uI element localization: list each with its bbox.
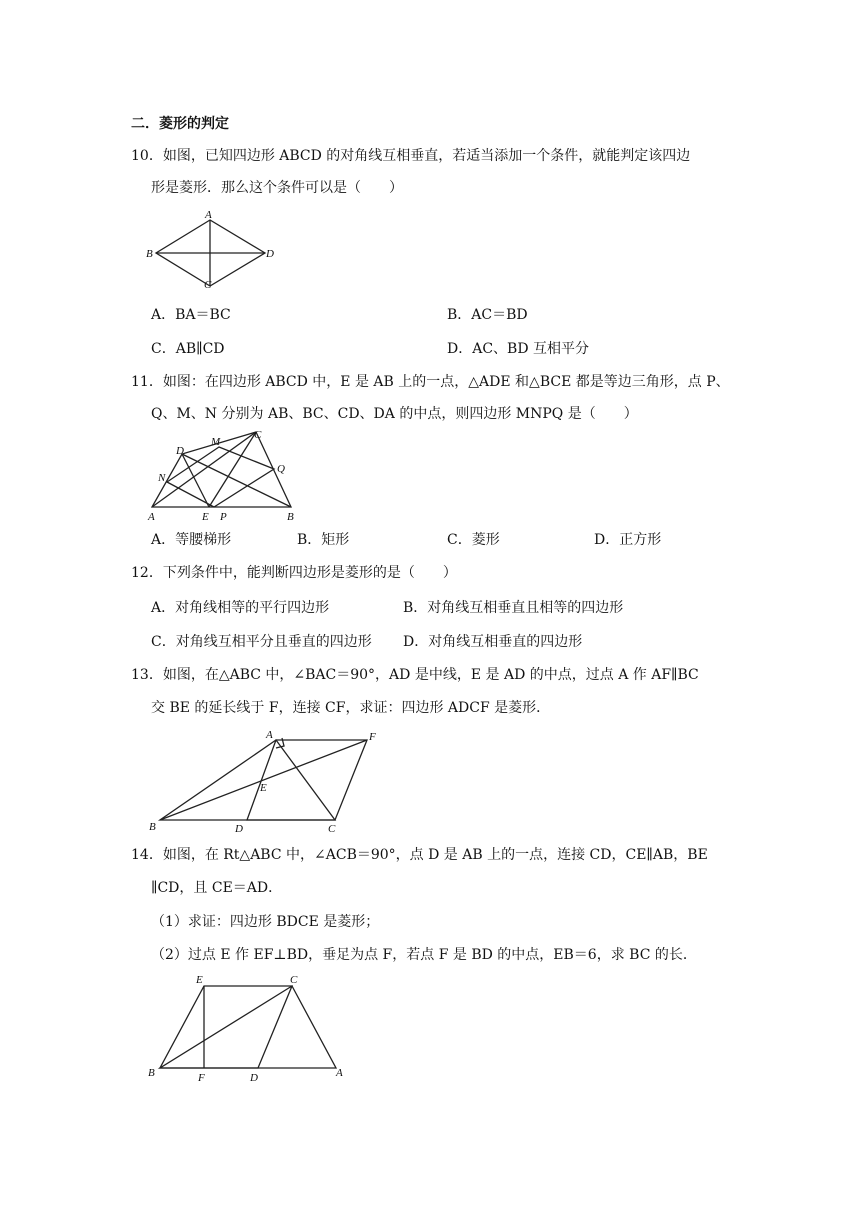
- q11-label-b: B: [287, 511, 294, 523]
- q10-label-c: C: [204, 279, 212, 291]
- q10-label-d: D: [266, 248, 274, 260]
- q14-label-b: B: [148, 1067, 155, 1079]
- q11-label-d: D: [176, 445, 184, 457]
- q10-option-b[interactable]: B．AC＝BD: [447, 307, 528, 323]
- q13-label-a: A: [266, 729, 273, 741]
- q12-option-d[interactable]: D．对角线互相垂直的四边形: [403, 634, 583, 650]
- q11-label-p: P: [220, 511, 227, 523]
- q14-stem-line1: 14．如图，在 Rt△ABC 中，∠ACB＝90°，点 D 是 AB 上的一点，连接 CD，CE∥AB，BE: [131, 847, 708, 863]
- q10-label-b: B: [146, 248, 153, 260]
- q11-stem-line1: 11．如图：在四边形 ABCD 中，E 是 AB 上的一点，△ADE 和△BCE 都是等边三角形，点 P、: [131, 374, 730, 390]
- q10-option-a[interactable]: A．BA＝BC: [151, 307, 231, 323]
- q13-label-c: C: [328, 823, 336, 835]
- q14-label-c: C: [290, 974, 298, 986]
- section-title: 二．菱形的判定: [131, 116, 229, 132]
- q11-option-c[interactable]: C．菱形: [447, 532, 500, 548]
- q12-option-b[interactable]: B．对角线互相垂直且相等的四边形: [403, 600, 624, 616]
- q10-rhombus-figure: [140, 206, 290, 296]
- q11-label-q: Q: [277, 463, 285, 475]
- q11-option-a[interactable]: A．等腰梯形: [151, 532, 232, 548]
- q11-diagonal-ac: [152, 432, 256, 507]
- q14-stem-line2: ∥CD，且 CE＝AD．: [151, 880, 283, 896]
- q10-stem-line1: 10．如图，已知四边形 ABCD 的对角线互相垂直，若适当添加一个条件，就能判定该四边: [131, 148, 691, 164]
- q14-part1: （1）求证：四边形 BDCE 是菱形；: [151, 914, 380, 930]
- q11-quadrilateral-figure: [140, 420, 310, 526]
- q12-option-c[interactable]: C．对角线互相平分且垂直的四边形: [151, 634, 372, 650]
- q13-stem-line1: 13．如图，在△ABC 中，∠BAC＝90°，AD 是中线，E 是 AD 的中点，过点 A 作 AF∥BC: [131, 667, 699, 683]
- q13-label-b: B: [149, 821, 156, 833]
- q13-stem-line2: 交 BE 的延长线于 F，连接 CF，求证：四边形 ADCF 是菱形．: [151, 700, 551, 716]
- q11-option-b[interactable]: B．矩形: [297, 532, 350, 548]
- q14-figure: [140, 966, 360, 1090]
- q14-label-e: E: [196, 974, 203, 986]
- q14-triangle-abc: [160, 986, 336, 1068]
- q11-triangle-ade-side: [182, 454, 209, 507]
- q13-triangle-abc: [160, 740, 335, 820]
- q14-label-d: D: [250, 1072, 258, 1084]
- q10-option-c[interactable]: C．AB∥CD: [151, 341, 225, 357]
- q12-stem: 12．下列条件中，能判断四边形是菱形的是（ ）: [131, 565, 457, 581]
- q11-label-n: N: [158, 472, 166, 484]
- q14-label-a: A: [336, 1067, 343, 1079]
- q11-label-m: M: [211, 436, 221, 448]
- q13-label-f: F: [369, 731, 376, 743]
- q10-stem-line2: 形是菱形．那么这个条件可以是（ ）: [151, 180, 403, 196]
- q13-line-bf: [160, 740, 367, 820]
- q11-stem-line2: Q、M、N 分别为 AB、BC、CD、DA 的中点，则四边形 MNPQ 是（ ）: [151, 406, 638, 422]
- q13-figure: [140, 722, 390, 838]
- q14-label-f: F: [198, 1072, 205, 1084]
- q12-option-a[interactable]: A．对角线相等的平行四边形: [151, 600, 330, 616]
- q13-label-d: D: [235, 823, 243, 835]
- q11-label-c: C: [254, 429, 262, 441]
- q11-label-e: E: [202, 511, 209, 523]
- q10-option-d[interactable]: D．AC、BD 互相平分: [447, 341, 590, 357]
- q11-option-d[interactable]: D．正方形: [594, 532, 662, 548]
- q14-part2: （2）过点 E 作 EF⊥BD，垂足为点 F，若点 F 是 BD 的中点，EB＝6，求 BC 的长．: [151, 947, 697, 963]
- q11-quad-abcd: [152, 432, 291, 507]
- q13-label-e: E: [260, 782, 267, 794]
- q11-label-a: A: [148, 511, 155, 523]
- q10-label-a: A: [205, 209, 212, 221]
